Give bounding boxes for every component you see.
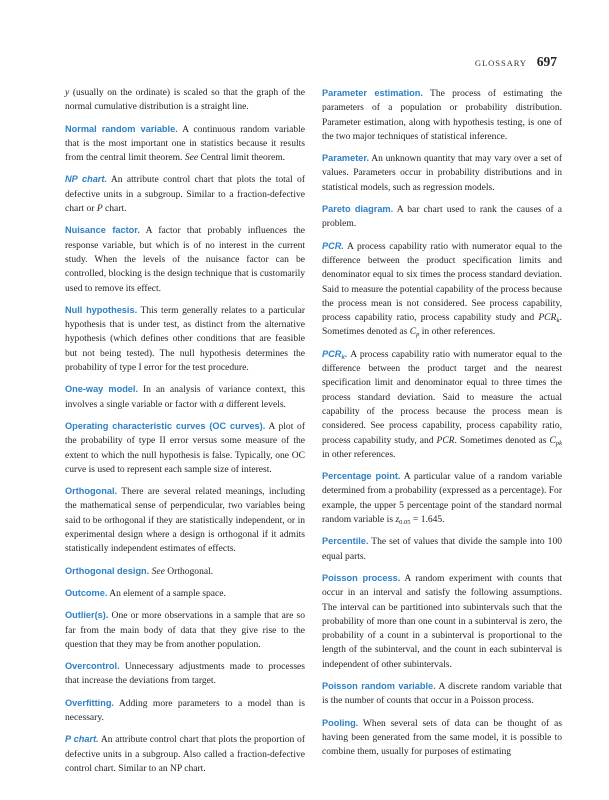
glossary-term: P chart. — [65, 734, 99, 745]
entry-normal-random-variable: Normal random variable. A continuous random variable that is the most important one in statistics because it results from the central limit theorem. See Central limit theorem. — [65, 123, 305, 164]
entry-parameter: Parameter. An unknown quantity that may vary over a set of values. Parameters occur in probability distributions and in statistical models, such as regression models. — [322, 153, 562, 193]
entry-outcome: Outcome. An element of a sample space. — [65, 587, 226, 599]
glossary-term: NP chart. — [65, 174, 107, 185]
glossary-term: Percentile. — [322, 536, 369, 547]
entry-outliers: Outlier(s). One or more observations in a sample that are so far from the main body of data that they give rise to the question that they may be from another population. — [65, 610, 305, 650]
glossary-term: Pareto diagram. — [322, 204, 394, 215]
entry-np-chart: NP chart. An attribute control chart that plots the total of defective units in a subgroup. Similar to a fraction-defective chart or P chart. — [65, 174, 305, 215]
glossary-term: Outcome. — [65, 587, 108, 598]
page-number: 697 — [536, 54, 557, 69]
entry-orthogonal-design: Orthogonal design. See Orthogonal. — [65, 565, 214, 577]
entry-oc-curves: Operating characteristic curves (OC curves). A plot of the probability of type II error versus some measure of the extent to which the null hypothesis is false. Typically, one OC curve is used to represent each sample size of interest. — [65, 420, 305, 475]
entry-poisson-random-variable: Poisson random variable. A discrete random variable that is the number of counts that occur in a Poisson process. — [322, 680, 562, 707]
glossary-term: Normal random variable. — [65, 123, 178, 134]
glossary-term: Poisson process. — [322, 572, 401, 583]
entry-percentile: Percentile. The set of values that divide the sample into 100 equal parts. — [322, 536, 562, 562]
right-column — [322, 86, 562, 766]
entry-poisson-process: Poisson process. A random experiment with counts that occur in an interval and satisfy the following assumptions. The interval can be partitioned into subintervals such that the probability of more than one count in a subinterval is zero, the probability of a count in a subinterval is proportional to the length of the subinterval, and the count in each subinterval is independent of other subintervals. — [322, 572, 562, 670]
page-header — [0, 54, 609, 74]
left-column — [65, 86, 305, 783]
glossary-term: Parameter. — [322, 153, 369, 164]
running-title: GLOSSARY — [474, 58, 527, 68]
glossary-term: Overfitting. — [65, 697, 115, 708]
entry-null-hypothesis: Null hypothesis. This term generally relates to a particular hypothesis that is under test, as distinct from the alternative hypothesis (which defines other conditions that are feasible but not being tested). The null hypothesis determines the probability of type I error for the test procedure. — [65, 304, 305, 374]
glossary-term: Null hypothesis. — [65, 304, 138, 315]
glossary-term: Poisson random variable. — [322, 680, 436, 691]
glossary-term: Nuisance factor. — [65, 225, 140, 236]
entry-pcr: PCR. A process capability ratio with numerator equal to the difference between the product specification limits and denominator equal to six times the process standard deviation. Said to measure the potential capability of the process because the process mean is not considered. See process capability, process capability ratio, process capability study and $PCR_k$. Sometimes denoted as $C_p$ in other references. — [322, 240, 562, 339]
glossary-term: Parameter estimation. — [322, 88, 423, 98]
glossary-term: Percentage point. — [322, 471, 401, 482]
entry-overfitting: Overfitting. Adding more parameters to a model than is necessary. — [65, 697, 305, 723]
glossary-term: Pooling. — [322, 717, 359, 728]
glossary-term: PCR. — [322, 240, 344, 251]
glossary-term: Orthogonal. — [65, 486, 118, 497]
entry-continuation: y (usually on the ordinate) is scaled so that the graph of the normal cumulative distribution is a straight line. — [65, 87, 305, 113]
glossary-term: One-way model. — [65, 384, 139, 395]
entry-one-way-model: One-way model. In an analysis of variance context, this involves a single variable or factor with a different levels. — [65, 384, 305, 410]
entry-percentage-point: Percentage point. A particular value of a random variable determined from a probability (expressed as a percentage). For example, the upper 5 percentage point of the standard normal random variable is $z_{0.05} = 1.645$. — [322, 471, 562, 527]
entry-p-chart: P chart. An attribute control chart that plots the proportion of defective units in a subgroup. Also called a fraction-defective control chart. Similar to an NP chart. — [65, 734, 305, 774]
glossary-term: Outlier(s). — [65, 610, 109, 621]
glossary-term: Overcontrol. — [65, 661, 120, 672]
entry-pooling: Pooling. When several sets of data can be thought of as having been generated from the same model, it is possible to combine them, usually for purposes of estimating — [322, 717, 562, 758]
entry-overcontrol: Overcontrol. Unnecessary adjustments made to processes that increase the deviations from target. — [65, 661, 305, 687]
glossary-term: Operating characteristic curves (OC curves). — [65, 420, 266, 431]
glossary-term: $PCR_k$. — [322, 348, 348, 361]
entry-pcrk: $PCR_k$. A process capability ratio with numerator equal to the difference between the product target and the nearest specification limit and denominator equal to three times the process standard deviation. Said to measure the actual capability of the process because the process mean is considered. See process capability, process capability ratio, process capability study, and PCR. Sometimes denoted as $C_{pk}$ in other references. — [322, 348, 562, 460]
entry-pareto-diagram: Pareto diagram. A bar chart used to rank the causes of a problem. — [322, 204, 562, 230]
entry-nuisance-factor: Nuisance factor. A factor that probably influences the response variable, but which is of no interest in the current study. When the levels of the nuisance factor can be controlled, blocking is the design technique that is customarily used to remove its effect. — [65, 225, 305, 294]
entry-parameter-estimation: Parameter estimation. The process of estimating the parameters of a population or probability distribution. Parameter estimation, along with hypothesis testing, is one of the two major techniques of statistical inference. — [322, 88, 563, 142]
entry-orthogonal: Orthogonal. There are several related meanings, including the mathematical sense of perpendicular, two variables being said to be orthogonal if they are statistically independent, or in experimental design where a design is orthogonal if it admits statistically independent estimates of effects. — [65, 486, 305, 555]
glossary-term: Orthogonal design. — [65, 565, 150, 576]
